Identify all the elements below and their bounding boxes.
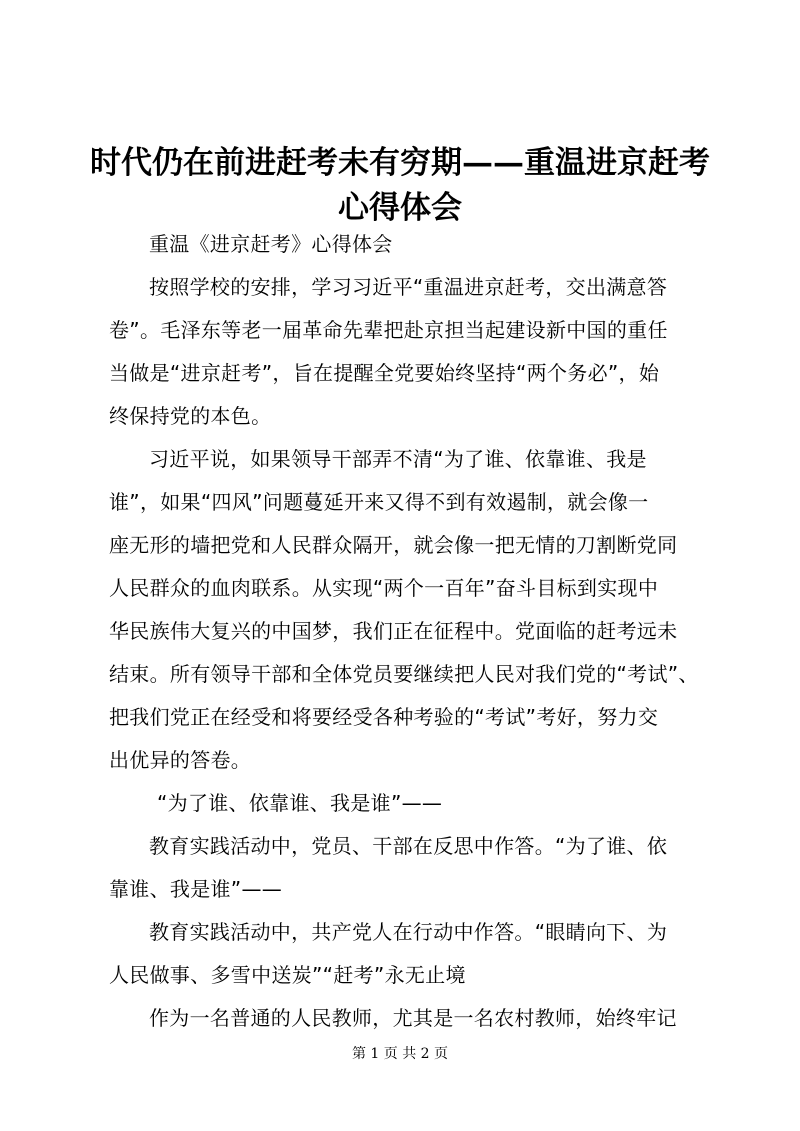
paragraph-line: 按照学校的安排，学习习近平“重温进京赶考，交出满意答 <box>149 275 668 299</box>
paragraph-line: 谁”，如果“四风”问题蔓延开来又得不到有效遏制，就会像一 <box>109 490 649 514</box>
paragraph-line: 出优异的答卷。 <box>109 748 252 772</box>
document-title-line-2: 心得体会 <box>338 190 462 226</box>
paragraph-line: 把我们党正在经受和将要经受各种考验的“考试”考好，努力交 <box>109 705 659 729</box>
page-number-footer: 第 1 页 共 2 页 <box>351 1046 449 1062</box>
paragraph-line: 作为一名普通的人民教师，尤其是一名农村教师，始终牢记 <box>149 1006 677 1030</box>
paragraph-line: 教育实践活动中，党员、干部在反思中作答。“为了谁、依 <box>149 834 668 858</box>
paragraph-line: 座无形的墙把党和人民群众隔开，就会像一把无情的刀割断党同 <box>109 533 678 557</box>
paragraph-line: 靠谁、我是谁”—— <box>109 877 283 901</box>
paragraph-line: 习近平说，如果领导干部弄不清“为了谁、依靠谁、我是 <box>149 447 647 471</box>
paragraph-line: 人民做事、多雪中送炭”“赶考”永无止境 <box>109 963 466 987</box>
paragraph-line: 教育实践活动中，共产党人在行动中作答。“眼睛向下、为 <box>149 920 668 944</box>
paragraph-line: 终保持党的本色。 <box>109 404 272 428</box>
paragraph-line: 当做是“进京赶考”，旨在提醒全党要始终坚持“两个务必”，始 <box>109 361 660 385</box>
paragraph-line: “为了谁、依靠谁、我是谁”—— <box>157 791 443 815</box>
paragraph-line: 结束。所有领导干部和全体党员要继续把人民对我们党的“考试”、 <box>109 662 699 686</box>
paragraph-line: 人民群众的血肉联系。从实现“两个一百年”奋斗目标到实现中 <box>109 576 659 600</box>
paragraph-line: 卷”。毛泽东等老一届革命先辈把赴京担当起建设新中国的重任 <box>109 318 668 342</box>
subtitle-line: 重温《进京赶考》心得体会 <box>149 232 393 256</box>
document-title-line-1: 时代仍在前进赶考未有穷期——重温进京赶考 <box>90 145 710 181</box>
paragraph-line: 华民族伟大复兴的中国梦，我们正在征程中。党面临的赶考远未 <box>109 619 678 643</box>
